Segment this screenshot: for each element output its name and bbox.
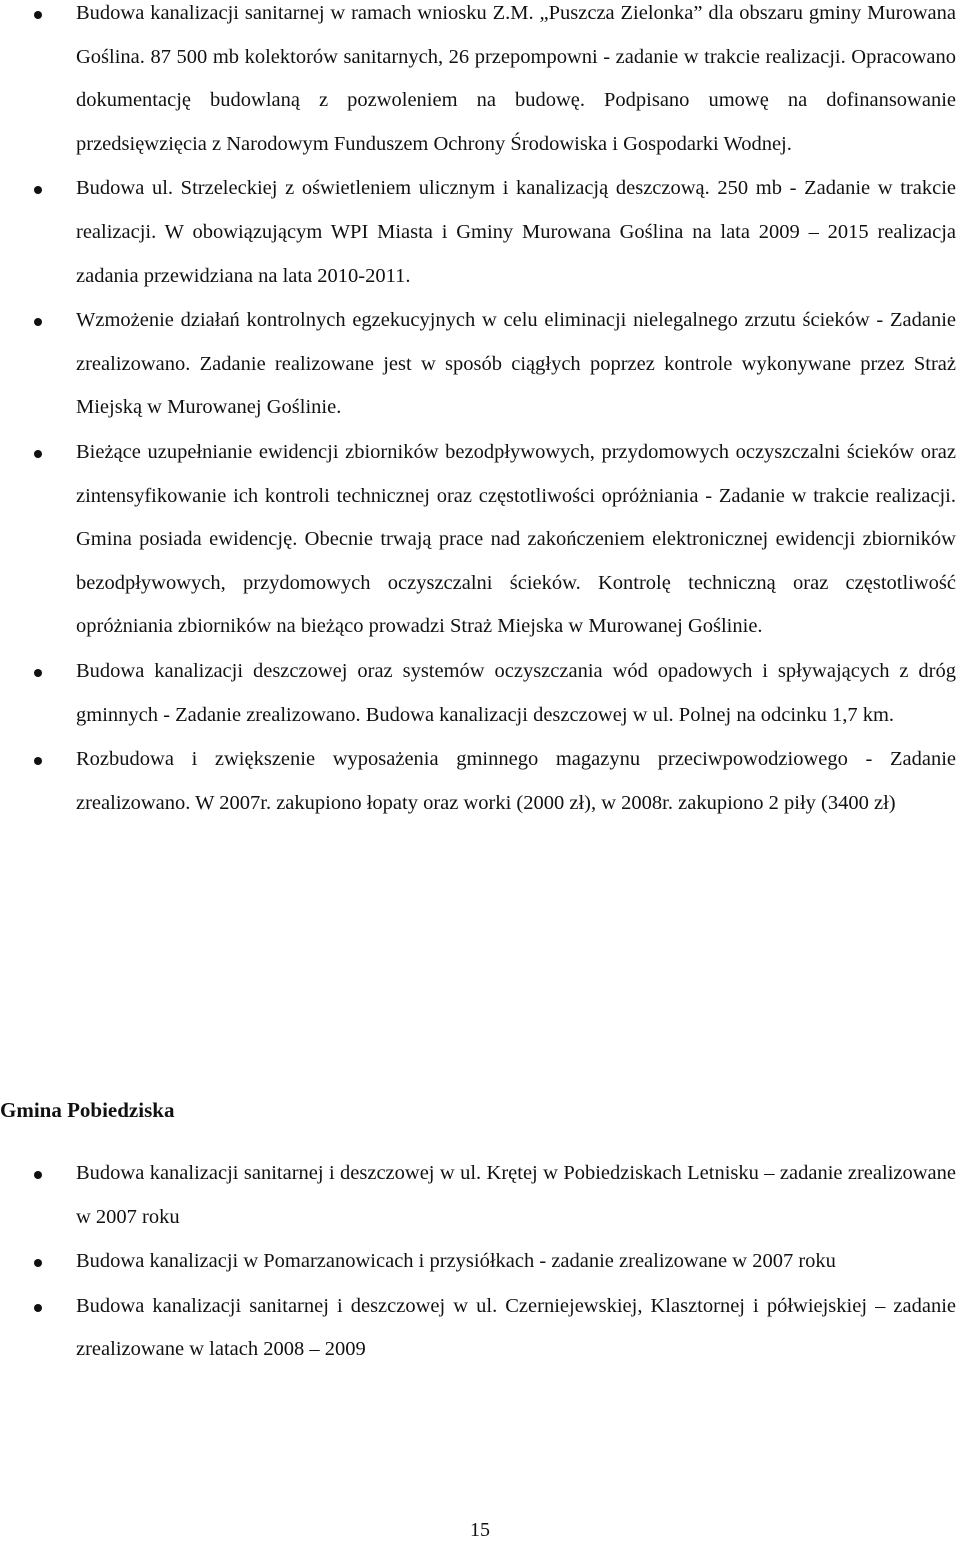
list-item-text: Budowa kanalizacji sanitarnej w ramach wniosku Z.M. „Puszcza Zielonka” dla obszaru gminy Murowana Goślina. 87 500 mb kolektorów sanitarnych, 26 przepompowni - zadanie w trakcie realizacji. Opracowano dokumentację budowlaną z pozwoleniem na budowę. Podpisano umowę na dofinansowanie przedsięwzięcia z Narodowym Funduszem Ochrony Środowiska i Gospodarki Wodnej.	[76, 2, 956, 155]
list-item	[0, 738, 960, 825]
list-item	[0, 299, 960, 430]
bullet-icon	[34, 318, 42, 326]
list-item-text: Bieżące uzupełnianie ewidencji zbiorników bezodpływowych, przydomowych oczyszczalni ścieków oraz zintensyfikowanie ich kontroli technicznej oraz częstotliwości opróżniania - Zadanie w trakcie realizacji. Gmina posiada ewidencję. Obecnie trwają prace nad zakończeniem elektronicznej ewidencji zbiorników bezodpływowych, przydomowych oczyszczalni ścieków. Kontrolę techniczną oraz częstotliwość opróżniania zbiorników na bieżąco prowadzi Straż Miejska w Murowanej Goślinie.	[76, 440, 956, 638]
list-item	[0, 0, 960, 166]
page-number: 15	[470, 1519, 490, 1541]
list-item	[0, 1240, 960, 1284]
list-item-text: Budowa kanalizacji sanitarnej i deszczowej w ul. Czerniejewskiej, Klasztornej i półwiejskiej – zadanie zrealizowane w latach 2008 – 2009	[76, 1294, 956, 1361]
bullet-icon	[34, 1171, 42, 1179]
list-item	[0, 650, 960, 737]
bullet-icon	[34, 669, 42, 677]
list-item-text: Budowa kanalizacji deszczowej oraz systemów oczyszczania wód opadowych i spływających z dróg gminnych - Zadanie zrealizowano. Budowa kanalizacji deszczowej w ul. Polnej na odcinku 1,7 km.	[76, 659, 956, 726]
task-list-pobiedziska	[0, 1152, 960, 1373]
list-item-text: Budowa ul. Strzeleckiej z oświetleniem ulicznym i kanalizacją deszczową. 250 mb - Zadanie w trakcie realizacji. W obowiązującym WPI Miasta i Gminy Murowana Goślina na lata 2009 – 2015 realizacja zadania przewidziana na lata 2010-2011.	[76, 177, 956, 287]
list-item-text: Wzmożenie działań kontrolnych egzekucyjnych w celu eliminacji nielegalnego zrzutu ścieków - Zadanie zrealizowano. Zadanie realizowane jest w sposób ciągłych poprzez kontrole wykonywane przez Straż Miejską w Murowanej Goślinie.	[76, 309, 956, 419]
list-item-text: Budowa kanalizacji w Pomarzanowicach i przysiółkach - zadanie zrealizowane w 2007 roku	[76, 1250, 836, 1273]
bullet-icon	[34, 757, 42, 765]
list-item-text: Rozbudowa i zwiększenie wyposażenia gminnego magazynu przeciwpowodziowego - Zadanie zrealizowano. W 2007r. zakupiono łopaty oraz worki (2000 zł), w 2008r. zakupiono 2 piły (3400 zł)	[76, 748, 956, 814]
bullet-icon	[34, 450, 42, 458]
list-item	[0, 431, 960, 649]
list-item-text: Budowa kanalizacji sanitarnej i deszczowej w ul. Krętej w Pobiedziskach Letnisku – zadanie zrealizowane w 2007 roku	[76, 1162, 956, 1228]
bullet-icon	[34, 1304, 42, 1312]
list-item	[0, 1285, 960, 1372]
bullet-icon	[34, 11, 42, 19]
list-item	[0, 167, 960, 298]
bullet-icon	[34, 1259, 42, 1267]
section-heading: Gmina Pobiedziska	[0, 1098, 175, 1122]
list-item	[0, 1152, 960, 1239]
bullet-icon	[34, 186, 42, 194]
